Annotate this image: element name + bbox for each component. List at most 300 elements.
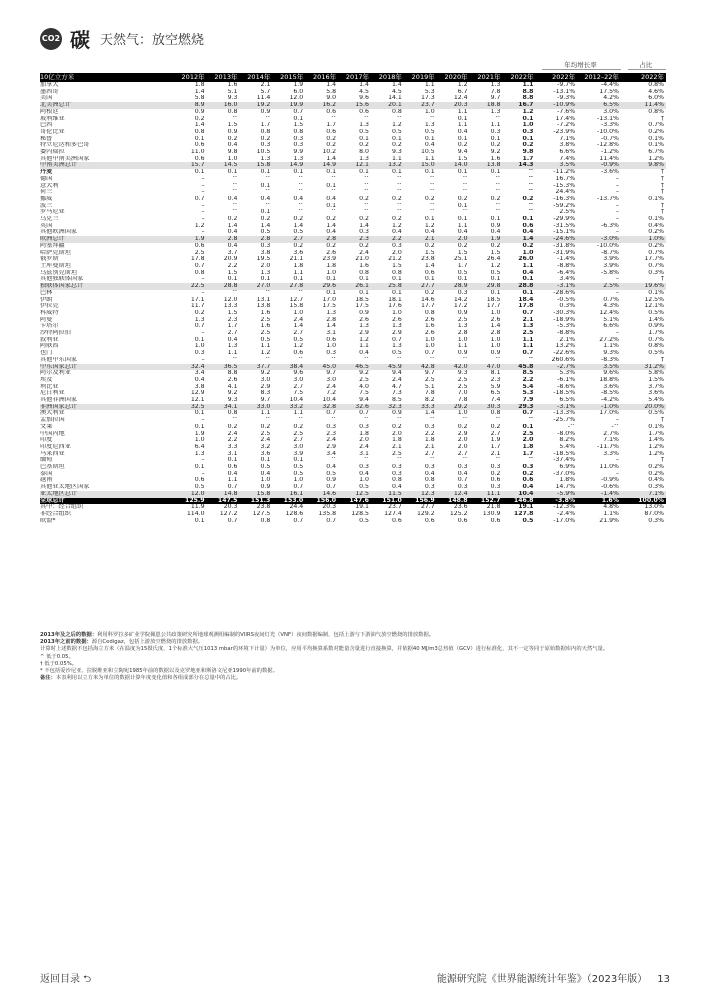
value-cell: 0.6 xyxy=(424,517,435,524)
value-cell: 0.3 xyxy=(522,128,534,135)
value-cell: 32.5 xyxy=(174,404,207,411)
row-label: 埃及 xyxy=(40,376,53,383)
value-cell: 8.5 xyxy=(392,397,402,404)
value-cell: 2.9 xyxy=(392,330,402,337)
value-cell: 2.6 xyxy=(326,249,337,256)
value-cell: 0.1 xyxy=(326,182,337,189)
value-cell: 2.5 xyxy=(260,316,271,323)
share-cell: 0.8% xyxy=(648,82,664,88)
value-cell: 12.0 xyxy=(223,296,238,303)
country-row xyxy=(40,243,666,250)
value-cell: ^ xyxy=(429,202,435,209)
region-total-row xyxy=(40,162,666,169)
value-cell: ^ xyxy=(330,115,337,122)
value-cell: 0.1 xyxy=(194,135,205,142)
row-label: 欧盟* xyxy=(40,517,56,524)
value-cell: 0.4 xyxy=(457,470,468,477)
share-cell: † xyxy=(660,115,664,122)
row-label: 阿塞拜疆 xyxy=(40,242,65,249)
value-cell: 0.1 xyxy=(457,135,468,142)
value-cell: 1.7 xyxy=(522,155,534,162)
country-row xyxy=(40,109,666,116)
country-row xyxy=(40,156,666,163)
value-cell: 8.2 xyxy=(424,397,435,404)
value-cell: 1.4 xyxy=(424,262,435,269)
country-row xyxy=(40,444,666,451)
value-cell: 1.7 xyxy=(490,443,501,450)
value-cell: 1.1 xyxy=(293,269,304,276)
growth-cell: 2.5% xyxy=(577,283,621,290)
value-cell: 22.5 xyxy=(174,283,207,290)
value-cell: – xyxy=(201,470,205,477)
growth-cell: – xyxy=(615,189,619,196)
share-cell: 0.2% xyxy=(648,470,664,477)
value-cell: 2.7 xyxy=(424,450,435,457)
value-cell: 3.1 xyxy=(359,450,369,457)
value-cell: ^ xyxy=(495,175,501,182)
value-cell: 0.3 xyxy=(326,423,337,430)
value-cell: ^ xyxy=(528,169,534,176)
value-cell: ^ xyxy=(462,175,468,182)
value-cell: 0.2 xyxy=(392,423,402,430)
growth-cell: 3.8% xyxy=(559,142,576,149)
note-line xyxy=(40,661,666,668)
section-title: 碳 xyxy=(70,28,90,52)
value-cell: 0.5 xyxy=(293,336,304,343)
value-cell: ^ xyxy=(232,209,238,216)
share-cell: 0.7% xyxy=(648,122,664,129)
growth-cell: -4.4% xyxy=(600,82,619,88)
growth-cell: 6.5% xyxy=(577,102,621,109)
back-to-contents-link[interactable]: 返回目录 ⮌ xyxy=(40,974,92,985)
value-cell: 0.9 xyxy=(260,484,271,491)
value-cell: 33.2 xyxy=(272,404,305,411)
value-cell: 1.3 xyxy=(457,323,468,330)
value-cell: 0.2 xyxy=(490,423,501,430)
row-label: 文莱 xyxy=(40,423,53,430)
share-cell: 0.7% xyxy=(648,336,664,343)
value-cell: 17.6 xyxy=(388,303,402,310)
value-cell: 23.9 xyxy=(322,256,337,263)
value-cell: 1.4 xyxy=(359,82,369,88)
note-text: 利用科罗拉多矿业学院佩恩公共政策研究所地球观测组编制的VIIRS夜间灯光（VNF）夜间数据编制，包括上游与下游油气放空燃烧的排放数据。 xyxy=(97,632,435,638)
share-cell: 0.3% xyxy=(648,484,664,491)
share-cell: † xyxy=(660,182,664,189)
growth-cell: -37.0% xyxy=(553,470,576,477)
value-cell: 19.1 xyxy=(518,504,534,511)
share-cell: 0.7% xyxy=(648,262,664,269)
value-cell: 0.7 xyxy=(326,484,337,491)
value-cell: 0.1 xyxy=(457,202,468,209)
growth-cell: 17.4% xyxy=(555,115,576,122)
growth-cell: -22.6% xyxy=(553,350,576,357)
value-cell: 0.8 xyxy=(392,269,402,276)
value-cell: 125.2 xyxy=(449,511,468,517)
growth-cell: 4.8% xyxy=(603,504,619,511)
country-row xyxy=(40,471,666,478)
growth-cell: -24.6% xyxy=(542,236,577,243)
value-cell: 23.8 xyxy=(256,504,271,511)
value-cell: 11.5 xyxy=(371,491,404,498)
value-cell: 1.8 xyxy=(293,262,304,269)
growth-cell: – xyxy=(615,330,619,337)
value-cell: 2.9 xyxy=(260,383,271,390)
value-cell: 0.4 xyxy=(424,470,435,477)
value-cell: ^ xyxy=(528,457,534,464)
value-cell: 14.9 xyxy=(305,162,338,169)
value-cell: 19.1 xyxy=(355,504,369,511)
value-cell: 0.5 xyxy=(194,484,205,491)
value-cell: ^ xyxy=(330,209,337,216)
value-cell: 0.2 xyxy=(392,142,402,149)
world-total-row xyxy=(40,498,666,505)
value-cell: 135.8 xyxy=(318,511,337,517)
country-row xyxy=(40,250,666,257)
row-label: 荷兰 xyxy=(40,189,53,196)
row-label: 哥伦比亚 xyxy=(40,128,65,135)
growth-cell: 5.4% xyxy=(559,443,576,450)
value-cell: – xyxy=(201,417,205,424)
value-cell: 38.4 xyxy=(272,364,305,371)
row-label: 其他独联体国家 xyxy=(40,276,84,283)
value-cell: 21.0 xyxy=(355,256,369,263)
value-cell: 5.7 xyxy=(260,88,271,95)
value-cell: 5.3 xyxy=(424,88,435,95)
value-cell: 2.6 xyxy=(490,316,501,323)
value-cell: – xyxy=(201,189,205,196)
growth-cell: -7.2% xyxy=(557,122,576,129)
year-header: 2021年 xyxy=(470,73,503,82)
growth-cell: 3.4% xyxy=(559,276,576,283)
value-cell: 2.7 xyxy=(293,330,304,337)
share-cell: 1.0% xyxy=(628,236,667,243)
region-total-row xyxy=(40,102,666,109)
value-cell: 0.1 xyxy=(457,216,468,223)
value-cell: 3.0 xyxy=(326,376,337,383)
value-cell: ^ xyxy=(429,175,435,182)
value-cell: 2.5 xyxy=(522,430,534,437)
value-cell: 2.1 xyxy=(424,443,435,450)
growth-cell: -15.3% xyxy=(553,182,576,189)
value-cell: 1.4 xyxy=(359,222,369,229)
value-cell: 0.4 xyxy=(194,376,205,383)
share-cell: 0.3% xyxy=(648,517,664,524)
region-total-row xyxy=(40,236,666,243)
value-cell: 0.4 xyxy=(392,484,402,491)
value-cell: 0.2 xyxy=(326,242,337,249)
value-cell: 0.4 xyxy=(359,350,369,357)
value-cell: 2.3 xyxy=(227,316,238,323)
row-label: 哈萨克斯坦 xyxy=(40,249,71,256)
value-cell: 21.2 xyxy=(388,256,402,263)
value-cell: 26.0 xyxy=(518,256,534,263)
row-label: 孟加拉国 xyxy=(40,417,65,424)
value-cell: 3.1 xyxy=(227,450,238,457)
value-cell: 15.8 xyxy=(289,303,304,310)
growth-cell: 3.0% xyxy=(603,108,619,115)
value-cell: 0.7 xyxy=(326,517,337,524)
value-cell: 0.1 xyxy=(260,169,271,176)
value-cell: ^ xyxy=(495,202,501,209)
value-cell: 0.1 xyxy=(522,216,534,223)
value-cell: 0.2 xyxy=(326,142,337,149)
row-label: 阿根廷 xyxy=(40,108,59,115)
value-cell: 3.1 xyxy=(326,330,337,337)
value-cell: 0.2 xyxy=(424,195,435,202)
value-cell: 0.7 xyxy=(293,484,304,491)
value-cell: 2.7 xyxy=(272,236,305,243)
value-cell: 29.3 xyxy=(502,404,535,411)
value-cell: 8.8 xyxy=(227,370,238,377)
value-cell: 10.4 xyxy=(322,397,337,404)
value-cell: 27.0 xyxy=(239,283,272,290)
value-cell: 0.1 xyxy=(490,135,501,142)
value-cell: ^ xyxy=(232,182,238,189)
row-label: 缅甸 xyxy=(40,457,53,464)
value-cell: 9.0 xyxy=(326,95,337,102)
share-cell: † xyxy=(660,175,664,182)
value-cell: 2.8 xyxy=(490,330,501,337)
value-cell: 156.0 xyxy=(305,498,338,505)
value-cell: 0.1 xyxy=(260,182,271,189)
value-cell: 0.3 xyxy=(490,464,501,471)
value-cell: ^ xyxy=(298,189,304,196)
share-cell: 13.0% xyxy=(644,504,664,511)
value-cell: 0.2 xyxy=(392,195,402,202)
value-cell: 1.1 xyxy=(359,343,369,350)
value-cell: 1.6 xyxy=(490,155,501,162)
value-cell: – xyxy=(201,175,205,182)
growth-cell: -29.9% xyxy=(553,216,576,223)
value-cell: 0.5 xyxy=(522,517,534,524)
value-cell: 1.6 xyxy=(260,309,271,316)
row-label: 丹麦 xyxy=(40,169,53,176)
value-cell: 17.5 xyxy=(355,303,369,310)
row-label: 全球总计 xyxy=(40,498,174,505)
country-row xyxy=(40,189,666,196)
growth-cell: -3.6% xyxy=(600,169,619,176)
value-cell: 0.1 xyxy=(227,169,238,176)
region-total-row xyxy=(40,283,666,290)
value-cell: 1.3 xyxy=(424,122,435,129)
value-cell: 1.3 xyxy=(392,343,402,350)
value-cell: 0.4 xyxy=(522,229,534,236)
value-cell: 0.5 xyxy=(359,517,369,524)
value-cell: 0.1 xyxy=(293,169,304,176)
row-label: 中东国家总计 xyxy=(40,364,174,371)
value-cell: 3.0 xyxy=(260,376,271,383)
value-cell: 14.9 xyxy=(272,162,305,169)
row-label: 巴林 xyxy=(40,289,53,296)
value-cell: 2.6 xyxy=(424,316,435,323)
value-cell: 0.8 xyxy=(293,128,304,135)
value-cell: 10.2 xyxy=(322,149,337,156)
value-cell: 0.4 xyxy=(522,269,534,276)
value-cell: 1.1 xyxy=(490,122,501,129)
value-cell: 1.3 xyxy=(392,323,402,330)
value-cell: 0.9 xyxy=(194,108,205,115)
country-row xyxy=(40,377,666,384)
value-cell: 151.0 xyxy=(371,498,404,505)
value-cell: 0.7 xyxy=(359,410,369,417)
share-cell: 0.5% xyxy=(648,410,664,417)
value-cell: 0.9 xyxy=(457,309,468,316)
value-cell: 20.3 xyxy=(223,504,238,511)
value-cell: ^ xyxy=(363,209,369,216)
share-header: 2022年 xyxy=(628,73,667,82)
row-label: 其他欧洲国家 xyxy=(40,229,78,236)
value-cell: 2.4 xyxy=(293,316,304,323)
value-cell: 0.1 xyxy=(457,276,468,283)
growth-cell: 4.2% xyxy=(603,95,619,102)
country-row xyxy=(40,317,666,324)
value-cell: 6.0 xyxy=(293,88,304,95)
value-cell: 0.8 xyxy=(359,269,369,276)
value-cell: 5.1 xyxy=(424,383,435,390)
value-cell: ^ xyxy=(429,189,435,196)
growth-cell: -30.3% xyxy=(553,309,576,316)
share-cell: 0.8% xyxy=(648,343,664,350)
value-cell: 0.1 xyxy=(194,464,205,471)
country-row xyxy=(40,276,666,283)
country-row xyxy=(40,504,666,511)
value-cell: 1.9 xyxy=(293,82,304,88)
value-cell: 9.2 xyxy=(227,390,238,397)
value-cell: 3.4 xyxy=(194,370,205,377)
value-cell: 7.8 xyxy=(490,88,501,95)
row-label: 巴西 xyxy=(40,122,53,129)
share-cell: 5.4% xyxy=(648,397,664,404)
growth-cell: -1.0% xyxy=(577,404,621,411)
country-row xyxy=(40,203,666,210)
value-cell: 14.5 xyxy=(207,162,240,169)
value-cell: 152.7 xyxy=(470,498,503,505)
value-cell: 1.0 xyxy=(293,309,304,316)
share-cell: 0.5% xyxy=(648,309,664,316)
value-cell: 1.0 xyxy=(227,155,238,162)
value-cell: 10.5 xyxy=(420,149,435,156)
value-cell: 0.1 xyxy=(424,216,435,223)
value-cell: ^ xyxy=(396,175,402,182)
country-row xyxy=(40,417,666,424)
value-cell: 2.5 xyxy=(392,450,402,457)
growth-cell: -13.7% xyxy=(597,195,619,202)
value-cell: – xyxy=(201,457,205,464)
value-cell: 1.8 xyxy=(194,82,205,88)
growth-cell: -15.1% xyxy=(553,229,576,236)
unit-label: 10亿立方米 xyxy=(40,73,174,82)
value-cell: 0.1 xyxy=(227,276,238,283)
value-cell: 0.1 xyxy=(194,517,205,524)
value-cell: 1.5 xyxy=(227,309,238,316)
value-cell: 0.4 xyxy=(260,470,271,477)
value-cell: 0.3 xyxy=(392,464,402,471)
value-cell: 1.4 xyxy=(326,222,337,229)
value-cell: 2.5 xyxy=(293,430,304,437)
value-cell: 1.1 xyxy=(457,222,468,229)
share-cell: 0.1% xyxy=(648,216,664,223)
value-cell: 12.7 xyxy=(289,296,304,303)
value-cell: 11.9 xyxy=(190,504,205,511)
value-cell: 0.2 xyxy=(260,423,271,430)
value-cell: 0.6 xyxy=(326,108,337,115)
value-cell: 2.2 xyxy=(227,262,238,269)
row-label: 北美洲总计 xyxy=(40,102,174,109)
value-cell: 32.6 xyxy=(338,404,371,411)
value-cell: 18.4 xyxy=(518,296,534,303)
growth-cell: -10.0% xyxy=(597,242,619,249)
value-cell: 0.4 xyxy=(359,470,369,477)
value-cell: ^ xyxy=(396,417,402,424)
row-label: 中国内地 xyxy=(40,430,65,437)
value-cell: 1.6 xyxy=(227,82,238,88)
share-cell: 5.8% xyxy=(648,370,664,377)
value-cell: 0.2 xyxy=(326,216,337,223)
value-cell: 27.8 xyxy=(272,283,305,290)
value-cell: 0.2 xyxy=(227,135,238,142)
value-cell: 17.5 xyxy=(322,303,337,310)
value-cell: 4.5 xyxy=(359,88,369,95)
value-cell: 0.9 xyxy=(260,108,271,115)
value-cell: ^ xyxy=(495,209,501,216)
value-cell: 1.0 xyxy=(490,336,501,343)
growth-cell: -8.0% xyxy=(557,430,576,437)
row-label: 阿尔及利亚 xyxy=(40,370,71,377)
value-cell: 10.5 xyxy=(256,149,271,156)
value-cell: 1.0 xyxy=(424,108,435,115)
value-cell: 17.8 xyxy=(190,256,205,263)
value-cell: 0.9 xyxy=(457,350,468,357)
growth-cell: 11.4% xyxy=(599,155,619,162)
value-cell: 2.4 xyxy=(260,437,271,444)
year-header: 2013年 xyxy=(207,73,240,82)
value-cell: 42.8 xyxy=(404,364,437,371)
value-cell: 33.0 xyxy=(239,404,272,411)
value-cell: 13.8 xyxy=(256,303,271,310)
value-cell: 13.8 xyxy=(470,162,503,169)
country-row xyxy=(40,303,666,310)
value-cell: 30.3 xyxy=(470,404,503,411)
growth-cell: -18.9% xyxy=(553,316,576,323)
value-cell: 20.3 xyxy=(437,102,470,109)
growth-cell: 2.1% xyxy=(559,336,576,343)
value-cell: 3.9 xyxy=(293,450,304,457)
growth-cell: -1.4% xyxy=(577,491,621,498)
value-cell: 20.1 xyxy=(371,102,404,109)
value-cell: 0.2 xyxy=(522,195,534,202)
value-cell: 0.5 xyxy=(260,229,271,236)
row-label: 非经合组织 xyxy=(40,511,71,517)
country-row xyxy=(40,323,666,330)
value-cell: 153.0 xyxy=(272,498,305,505)
value-cell: – xyxy=(201,356,205,363)
source-title: 能源研究院《世界能源统计年鉴》（2023年版） xyxy=(436,974,648,985)
growth-cell: -6.4% xyxy=(557,269,576,276)
value-cell: 23.8 xyxy=(420,256,435,263)
value-cell: 2.5 xyxy=(260,430,271,437)
value-cell: ^ xyxy=(363,182,369,189)
growth-cell: -8.8% xyxy=(557,330,576,337)
share-cell: 0.1% xyxy=(648,423,664,430)
value-cell: 2.8 xyxy=(207,236,240,243)
value-cell: 2.2 xyxy=(424,430,435,437)
value-cell: 0.1 xyxy=(260,209,271,216)
value-cell: 127.2 xyxy=(219,511,238,517)
row-label: 也门 xyxy=(40,350,53,357)
value-cell: 0.4 xyxy=(227,142,238,149)
value-cell: 0.1 xyxy=(359,169,369,176)
value-cell: 0.1 xyxy=(522,289,534,296)
